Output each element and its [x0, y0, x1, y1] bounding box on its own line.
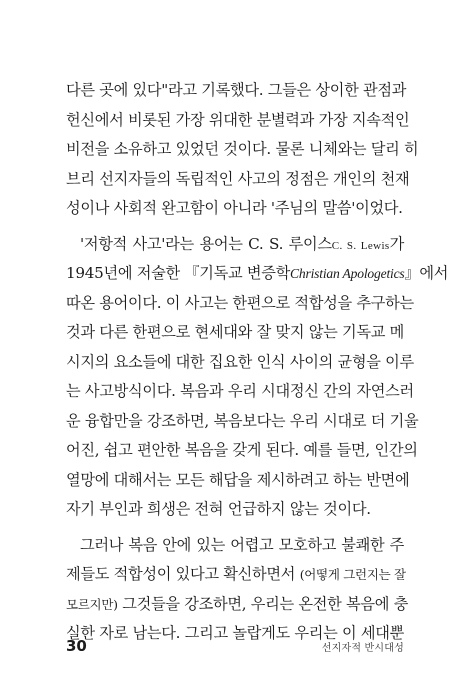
- text-line: [66, 560, 404, 590]
- text-segment: 1945년에 저술한 『기독교 변증학: [66, 264, 291, 282]
- text-line: [66, 259, 449, 289]
- parenthetical-text: 모르지만): [66, 596, 118, 612]
- text-segment: 가: [389, 234, 404, 253]
- page-footer: [66, 636, 404, 656]
- text-line: 는 사고방식이다. 복음과 우리 시대정신 간의 자연스러: [66, 382, 414, 400]
- text-segment: 그것들을 강조하면, 우리는 온전한 복음에 충: [117, 594, 409, 613]
- text-line: 헌신에서 비롯된 가장 위대한 분별력과 가장 지속적인: [66, 110, 410, 129]
- text-segment: 』에서: [404, 264, 449, 282]
- body-text: [66, 76, 449, 649]
- text-line: 운 융합만을 강조하면, 복음보다는 우리 시대로 더 기울: [66, 411, 419, 430]
- text-line: 것과 다른 한편으로 현세대와 잘 맞지 않는 기독교 메: [66, 323, 405, 341]
- text-segment: 제들도 적합성이 있다고 확신하면서: [66, 565, 300, 583]
- page-number: 30: [66, 637, 87, 655]
- latin-name: C. S. Lewis: [331, 239, 390, 252]
- text-line: 따온 용어이다. 이 사고는 한편으로 적합성을 추구하는: [66, 293, 414, 312]
- text-line: 그러나 복음 안에 있는 어렵고 모호하고 불쾌한 주: [80, 535, 404, 554]
- text-line: [66, 230, 404, 260]
- text-line: 성이나 사회적 완고함이 아니라 '주님의 말씀'이었다.: [66, 199, 403, 217]
- text-line: 실한 자로 남는다. 그리고 놀랍게도 우리는 이 세대뿐: [66, 624, 405, 642]
- text-line: 브리 선지자들의 독립적인 사고의 정점은 개인의 천재: [66, 169, 410, 188]
- text-segment: '저항적 사고'라는 용어는 C. S. 루이스: [80, 234, 332, 253]
- text-line: [66, 590, 409, 620]
- text-line: 시지의 요소들에 대한 집요한 인식 사이의 균형을 이루: [66, 352, 414, 371]
- text-line: 비전을 소유하고 있었던 것이다. 물론 니체와는 달리 히: [66, 140, 419, 158]
- parenthetical-text: (어떻게 그런지는 잘: [299, 567, 406, 582]
- text-line: 자기 부인과 희생은 전혀 언급하지 않는 것이다.: [66, 500, 371, 518]
- text-line: 다른 곳에 있다"라고 기록했다. 그들은 상이한 관점과: [66, 81, 407, 99]
- book-title-latin: Christian Apologetics: [290, 266, 405, 281]
- text-line: 어진, 쉽고 편안한 복음을 갖게 된다. 예를 들면, 인간의: [66, 441, 418, 459]
- running-title: 선지자적 반시대성: [321, 642, 404, 654]
- text-line: 열망에 대해서는 모든 해답을 제시하려고 하는 반면에: [66, 470, 410, 489]
